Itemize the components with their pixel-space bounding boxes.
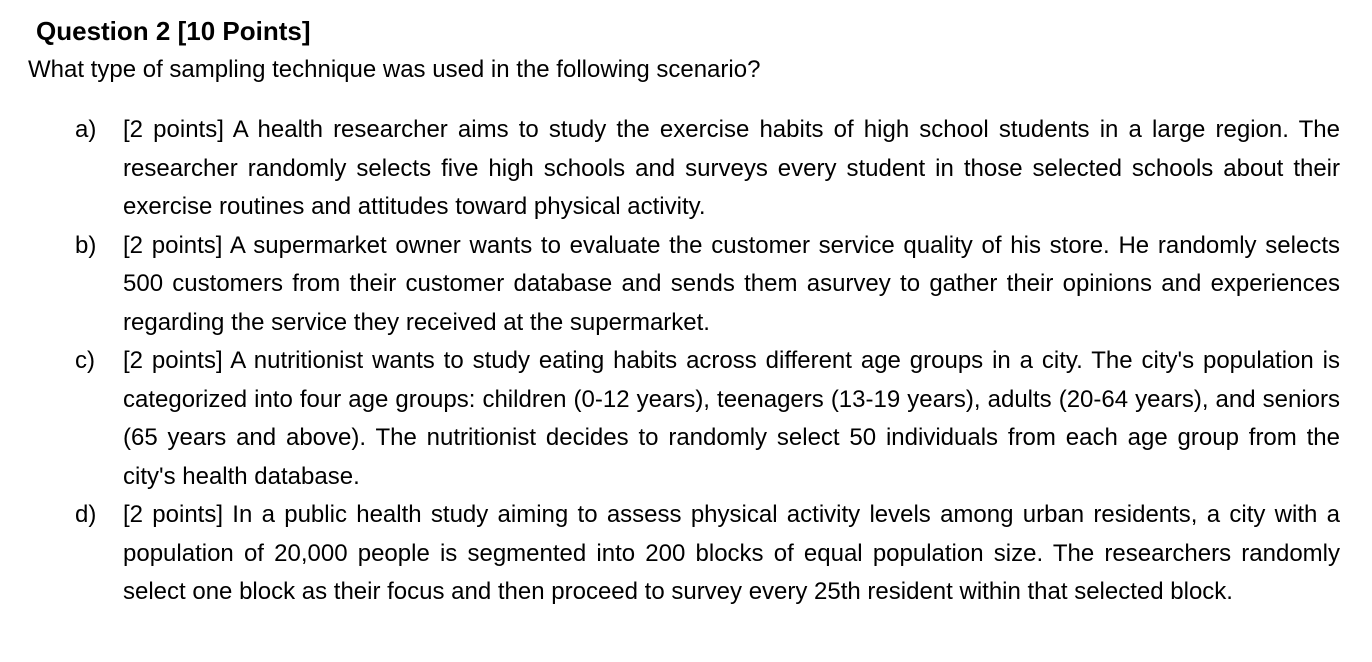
- item-text: [2 points] A supermarket owner wants to evaluate the customer service quality of his store. He randomly selects 500 customers from their customer database and sends them asurvey to gather their opinions and experiences regarding the service they received at the supermarket.: [123, 231, 1340, 336]
- list-item: [75, 496, 1340, 612]
- item-label: a): [75, 116, 97, 143]
- item-text: [2 points] A health researcher aims to study the exercise habits of high school students in a large region. The researcher randomly selects five high schools and surveys every student in those selected schools about their exercise routines and attitudes toward physical activity.: [123, 116, 1340, 220]
- item-label: b): [75, 231, 97, 259]
- list-item: [75, 111, 1340, 227]
- item-label: c): [75, 347, 95, 374]
- item-text: [2 points] In a public health study aiming to assess physical activity levels among urban residents, a city with a population of 20,000 people is segmented into 200 blocks of equal population size. The researchers randomly select one block as their focus and then proceed to survey every 25th resident within that selected block.: [123, 501, 1340, 605]
- scenario-list: [75, 111, 1340, 612]
- item-label: d): [75, 501, 97, 528]
- list-item: [75, 342, 1340, 496]
- item-text: [2 points] A nutritionist wants to study eating habits across different age groups in a city. The city's population is categorized into four age groups: children (0-12 years), teenagers (13-19 years), adults (20-64 years), and seniors (65 years and above). The nutritionist decides to randomly select 50 individuals from each age group from the city's health database.: [123, 347, 1340, 490]
- list-item: [75, 227, 1340, 343]
- question-prompt: What type of sampling technique was used in the following scenario?: [28, 56, 761, 83]
- question-title: Question 2 [10 Points]: [36, 16, 311, 46]
